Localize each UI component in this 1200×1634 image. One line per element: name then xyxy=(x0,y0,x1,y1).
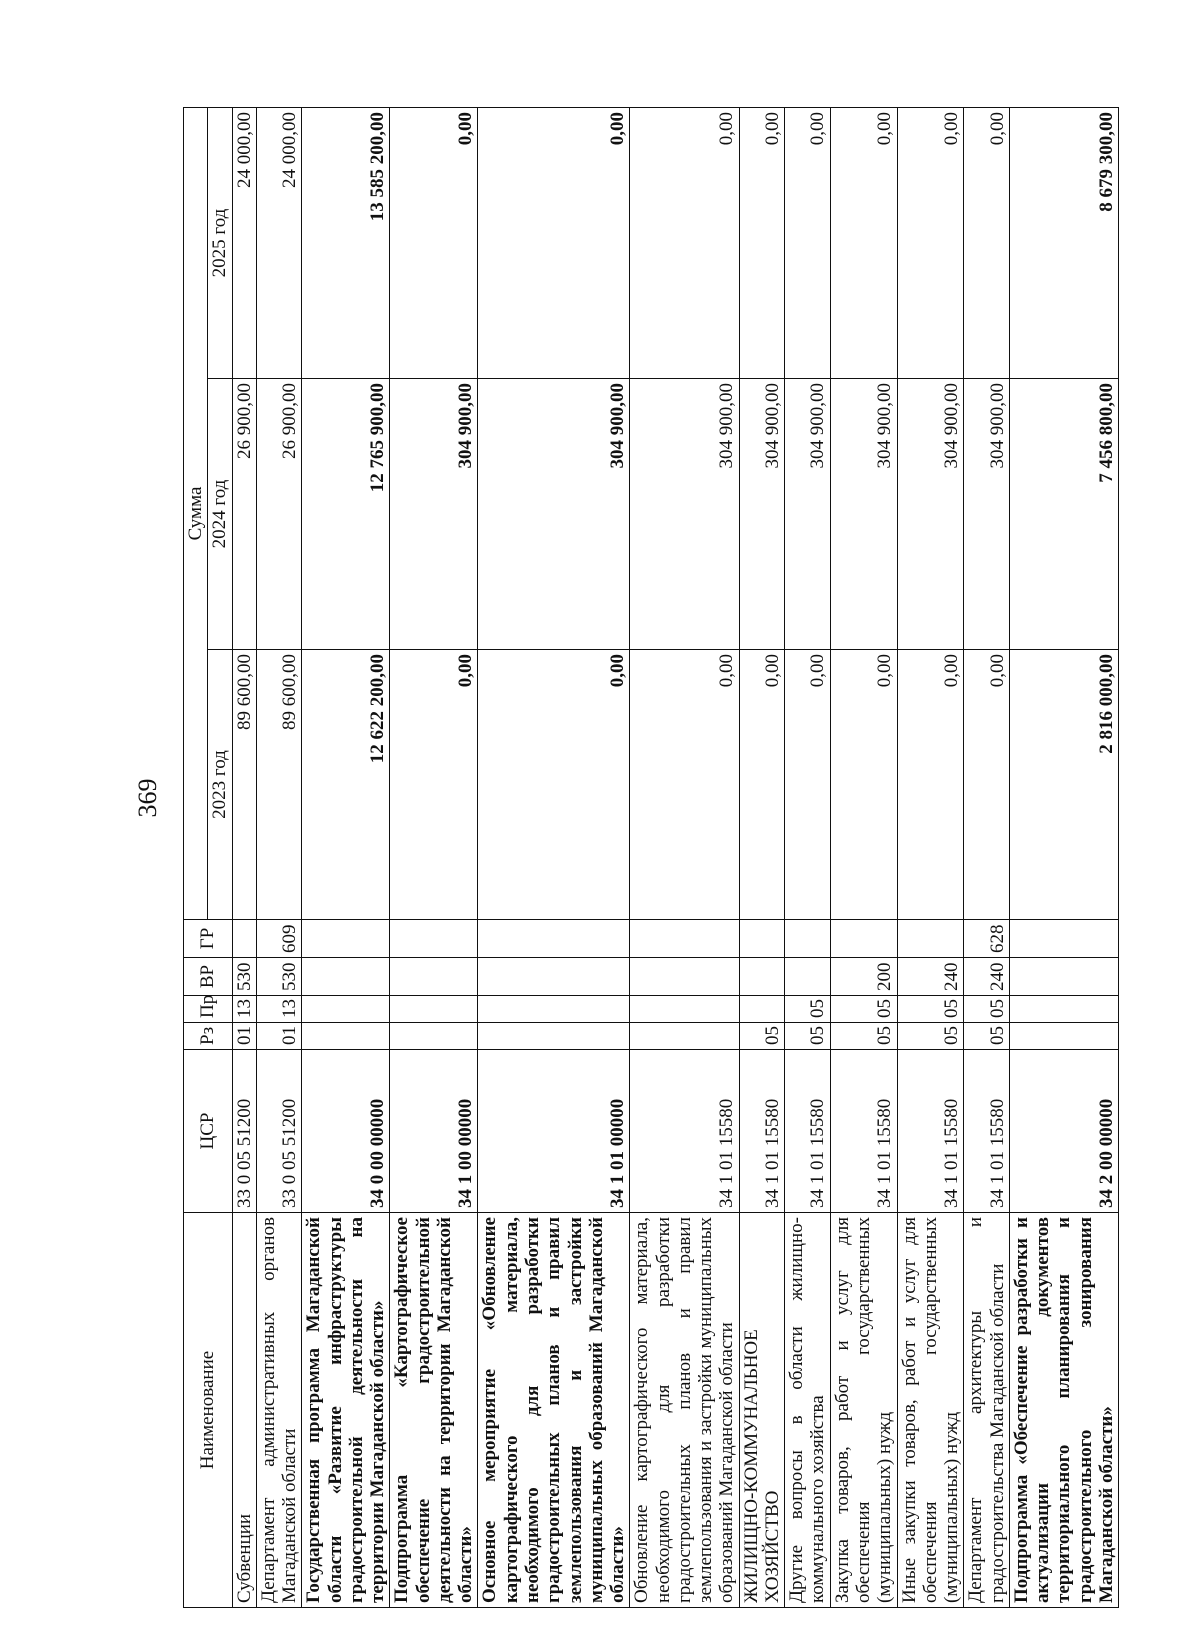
header-sum: Сумма xyxy=(184,108,208,920)
cell-gr xyxy=(302,920,390,958)
cell-2024: 304 900,00 xyxy=(897,379,964,650)
cell-csr: 34 1 01 15580 xyxy=(897,1050,964,1213)
cell-name: ЖИЛИЩНО-КОММУНАЛЬНОЕ ХОЗЯЙСТВО xyxy=(739,1213,785,1608)
cell-2023: 0,00 xyxy=(390,650,478,920)
cell-vr xyxy=(390,958,478,996)
cell-rz: 01 xyxy=(256,1023,302,1050)
cell-2024: 304 900,00 xyxy=(964,379,1010,650)
table-row xyxy=(256,108,302,1608)
table-body xyxy=(232,108,1119,1608)
cell-name: Закупка товаров, работ и услуг для обеспечения государственных (муниципальных) нужд xyxy=(830,1213,897,1608)
cell-name: Департамент административных органов Магаданской области xyxy=(256,1213,302,1608)
cell-pr: 05 xyxy=(785,996,831,1023)
cell-csr: 34 0 00 00000 xyxy=(302,1050,390,1213)
budget-table xyxy=(183,107,1119,1608)
cell-2025: 0,00 xyxy=(390,108,478,379)
cell-vr: 240 xyxy=(964,958,1010,996)
cell-2024: 304 900,00 xyxy=(630,379,739,650)
cell-vr: 200 xyxy=(830,958,897,996)
cell-gr xyxy=(630,920,739,958)
header-csr: ЦСР xyxy=(184,1050,233,1213)
cell-2023: 0,00 xyxy=(630,650,739,920)
cell-2025: 0,00 xyxy=(785,108,831,379)
cell-pr xyxy=(302,996,390,1023)
cell-vr: 240 xyxy=(897,958,964,996)
cell-name: Государственная программа Магаданской области «Развитие инфраструктуры градостроительной деятельности на территории Магаданской области» xyxy=(302,1213,390,1608)
cell-rz: 05 xyxy=(964,1023,1010,1050)
cell-2023: 0,00 xyxy=(478,650,630,920)
cell-csr: 34 1 01 00000 xyxy=(478,1050,630,1213)
cell-vr xyxy=(785,958,831,996)
cell-vr xyxy=(1009,958,1118,996)
cell-gr xyxy=(785,920,831,958)
cell-vr: 530 xyxy=(232,958,256,996)
cell-pr xyxy=(630,996,739,1023)
cell-gr xyxy=(739,920,785,958)
cell-2024: 304 900,00 xyxy=(830,379,897,650)
cell-vr xyxy=(739,958,785,996)
cell-2025: 8 679 300,00 xyxy=(1009,108,1118,379)
cell-rz xyxy=(630,1023,739,1050)
cell-2025: 0,00 xyxy=(830,108,897,379)
table-row xyxy=(390,108,478,1608)
cell-csr: 34 2 00 00000 xyxy=(1009,1050,1118,1213)
cell-2024: 26 900,00 xyxy=(256,379,302,650)
table-row xyxy=(478,108,630,1608)
cell-vr xyxy=(302,958,390,996)
cell-2025: 24 000,00 xyxy=(232,108,256,379)
cell-name: Подпрограмма «Обеспечение разработки и актуализации документов территориального планирования и градостроительного зонирования Магаданской области» xyxy=(1009,1213,1118,1608)
cell-name: Другие вопросы в области жилищно-коммунального хозяйства xyxy=(785,1213,831,1608)
table-row xyxy=(1009,108,1118,1608)
cell-rz xyxy=(1009,1023,1118,1050)
cell-pr: 13 xyxy=(232,996,256,1023)
cell-csr: 34 1 01 15580 xyxy=(630,1050,739,1213)
cell-name: Иные закупки товаров, работ и услуг для обеспечения государственных (муниципальных) нужд xyxy=(897,1213,964,1608)
cell-2025: 0,00 xyxy=(630,108,739,379)
cell-2024: 304 900,00 xyxy=(390,379,478,650)
cell-gr: 628 xyxy=(964,920,1010,958)
cell-2024: 26 900,00 xyxy=(232,379,256,650)
cell-2024: 304 900,00 xyxy=(478,379,630,650)
cell-2023: 0,00 xyxy=(785,650,831,920)
cell-pr: 05 xyxy=(830,996,897,1023)
cell-2023: 0,00 xyxy=(739,650,785,920)
cell-rz: 05 xyxy=(830,1023,897,1050)
header-name: Наименование xyxy=(184,1213,233,1608)
header-2025: 2025 год xyxy=(208,108,232,379)
cell-gr xyxy=(897,920,964,958)
header-vr: ВР xyxy=(184,958,233,996)
cell-name: Подпрограмма «Картографическое обеспечение градостроительной деятельности на территории Магаданской области» xyxy=(390,1213,478,1608)
cell-rz: 05 xyxy=(739,1023,785,1050)
cell-vr xyxy=(630,958,739,996)
cell-pr: 05 xyxy=(964,996,1010,1023)
cell-2025: 0,00 xyxy=(739,108,785,379)
cell-gr xyxy=(390,920,478,958)
cell-pr: 05 xyxy=(897,996,964,1023)
cell-rz: 05 xyxy=(897,1023,964,1050)
cell-2025: 0,00 xyxy=(964,108,1010,379)
cell-pr xyxy=(478,996,630,1023)
header-2024: 2024 год xyxy=(208,379,232,650)
cell-gr: 609 xyxy=(256,920,302,958)
cell-2023: 12 622 200,00 xyxy=(302,650,390,920)
cell-gr xyxy=(830,920,897,958)
cell-2024: 304 900,00 xyxy=(739,379,785,650)
cell-2024: 7 456 800,00 xyxy=(1009,379,1118,650)
cell-name: Обновление картографического материала, необходимого для разработки градостроительных планов и правил землепользования и застройки муниципальных образований Магаданской области xyxy=(630,1213,739,1608)
cell-rz xyxy=(302,1023,390,1050)
cell-2023: 0,00 xyxy=(897,650,964,920)
cell-csr: 34 1 01 15580 xyxy=(739,1050,785,1213)
cell-csr: 34 1 01 15580 xyxy=(785,1050,831,1213)
cell-2023: 0,00 xyxy=(964,650,1010,920)
cell-2025: 13 585 200,00 xyxy=(302,108,390,379)
cell-2025: 24 000,00 xyxy=(256,108,302,379)
cell-vr: 530 xyxy=(256,958,302,996)
cell-csr: 33 0 05 51200 xyxy=(256,1050,302,1213)
page-number: 369 xyxy=(133,778,162,818)
cell-name: Департамент архитектуры и градостроительства Магаданской области xyxy=(964,1213,1010,1608)
table-row xyxy=(232,108,256,1608)
cell-rz xyxy=(478,1023,630,1050)
cell-2023: 89 600,00 xyxy=(256,650,302,920)
cell-2023: 89 600,00 xyxy=(232,650,256,920)
cell-pr xyxy=(390,996,478,1023)
cell-2023: 2 816 000,00 xyxy=(1009,650,1118,920)
header-rz: Рз xyxy=(184,1023,233,1050)
cell-name: Основное мероприятие «Обновление картографического материала, необходимого для разработки градостроительных планов и правил землепользования и застройки муниципальных образований Магаданской области» xyxy=(478,1213,630,1608)
cell-2024: 304 900,00 xyxy=(785,379,831,650)
cell-2025: 0,00 xyxy=(478,108,630,379)
cell-gr xyxy=(232,920,256,958)
cell-rz: 01 xyxy=(232,1023,256,1050)
table-row xyxy=(897,108,964,1608)
cell-csr: 33 0 05 51200 xyxy=(232,1050,256,1213)
cell-csr: 34 1 00 00000 xyxy=(390,1050,478,1213)
table-row xyxy=(739,108,785,1608)
rotated-table-wrapper xyxy=(183,108,1117,1608)
table-row xyxy=(302,108,390,1608)
cell-csr: 34 1 01 15580 xyxy=(964,1050,1010,1213)
cell-2024: 12 765 900,00 xyxy=(302,379,390,650)
table-row xyxy=(964,108,1010,1608)
cell-pr xyxy=(739,996,785,1023)
table-row xyxy=(830,108,897,1608)
cell-pr: 13 xyxy=(256,996,302,1023)
cell-name: Субвенции xyxy=(232,1213,256,1608)
table-row xyxy=(785,108,831,1608)
cell-vr xyxy=(478,958,630,996)
cell-gr xyxy=(478,920,630,958)
table-row xyxy=(630,108,739,1608)
cell-rz xyxy=(390,1023,478,1050)
cell-2025: 0,00 xyxy=(897,108,964,379)
cell-2023: 0,00 xyxy=(830,650,897,920)
cell-gr xyxy=(1009,920,1118,958)
header-gr: ГР xyxy=(184,920,233,958)
cell-rz: 05 xyxy=(785,1023,831,1050)
header-2023: 2023 год xyxy=(208,650,232,920)
header-pr: Пр xyxy=(184,996,233,1023)
cell-csr: 34 1 01 15580 xyxy=(830,1050,897,1213)
cell-pr xyxy=(1009,996,1118,1023)
